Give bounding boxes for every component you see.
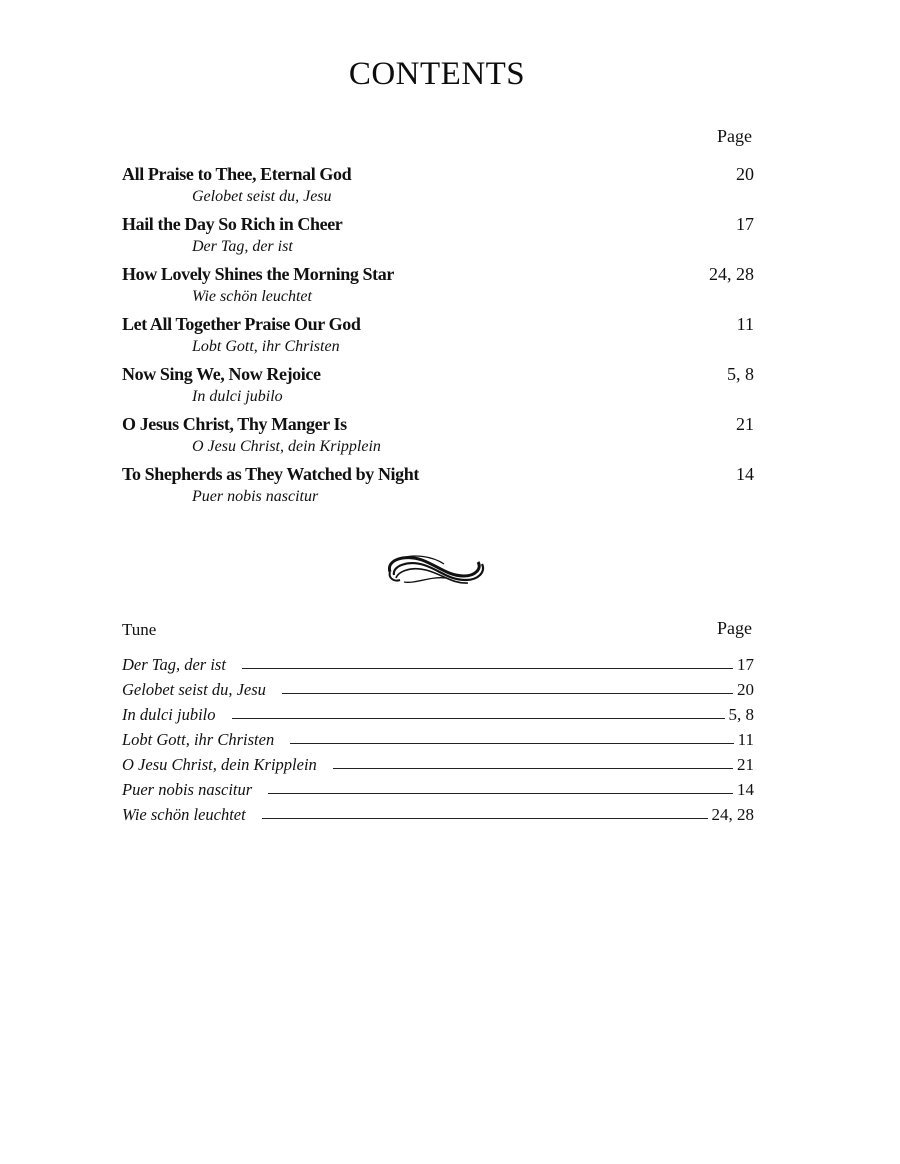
hymn-entry [122,260,754,310]
hymn-page: 20 [736,164,754,184]
flourish-ornament-icon [382,548,488,590]
hymn-entry [122,160,754,210]
hymn-page: 17 [736,214,754,234]
tune-index [122,650,754,825]
hymn-title: Let All Together Praise Our God [122,314,361,334]
hymn-entry [122,310,754,360]
tune-column-header: Tune [122,620,157,639]
page-title: CONTENTS [348,56,526,92]
tune-row [122,750,754,775]
hymn-tune: Gelobet seist du, Jesu [192,188,332,205]
hymn-title: To Shepherds as They Watched by Night [122,464,419,484]
leader-line [333,768,733,769]
tune-name: Lobt Gott, ihr Christen [122,730,275,749]
tune-row [122,800,754,825]
leader-line [268,793,733,794]
tune-name: Gelobet seist du, Jesu [122,680,266,699]
leader-line [282,693,733,694]
tune-row [122,725,754,750]
tune-name: Wie schön leuchtet [122,805,246,824]
hymn-title: Now Sing We, Now Rejoice [122,364,321,384]
hymn-entry [122,460,754,510]
hymn-page: 24, 28 [709,264,754,284]
tune-page: 24, 28 [711,805,754,824]
hymn-entry [122,410,754,460]
hymn-title: O Jesus Christ, Thy Manger Is [122,414,347,434]
hymn-title: How Lovely Shines the Morning Star [122,264,394,284]
hymn-tune: Lobt Gott, ihr Christen [192,338,340,355]
hymn-tune: Der Tag, der ist [192,238,293,255]
tune-page: 14 [737,780,754,799]
tune-name: Der Tag, der ist [122,655,226,674]
tune-row [122,700,754,725]
tune-page: 17 [737,655,754,674]
hymn-page: 21 [736,414,754,434]
tune-page-column-header: Page [717,618,752,638]
tune-name: O Jesu Christ, dein Kripplein [122,755,317,774]
hymn-title: All Praise to Thee, Eternal God [122,164,352,184]
hymn-tune: Puer nobis nascitur [192,488,319,505]
leader-line [290,743,733,744]
leader-line [242,668,733,669]
leader-line [262,818,708,819]
hymn-tune: O Jesu Christ, dein Kripplein [192,438,381,455]
hymn-page: 5, 8 [727,364,754,384]
tune-page: 11 [737,730,754,749]
tune-row [122,675,754,700]
tune-page: 21 [737,755,754,774]
hymn-title: Hail the Day So Rich in Cheer [122,214,343,234]
hymn-tune: In dulci jubilo [192,388,283,405]
hymn-page: 11 [736,314,754,334]
hymn-list [122,160,754,510]
hymn-entry [122,360,754,410]
tune-row [122,775,754,800]
page-column-header: Page [717,126,752,146]
tune-name: In dulci jubilo [122,705,216,724]
hymn-tune: Wie schön leuchtet [192,288,312,305]
leader-line [232,718,725,719]
hymn-page: 14 [736,464,754,484]
hymn-entry [122,210,754,260]
tune-page: 20 [737,680,754,699]
tune-page: 5, 8 [728,705,754,724]
tune-row [122,650,754,675]
tune-name: Puer nobis nascitur [122,780,253,799]
